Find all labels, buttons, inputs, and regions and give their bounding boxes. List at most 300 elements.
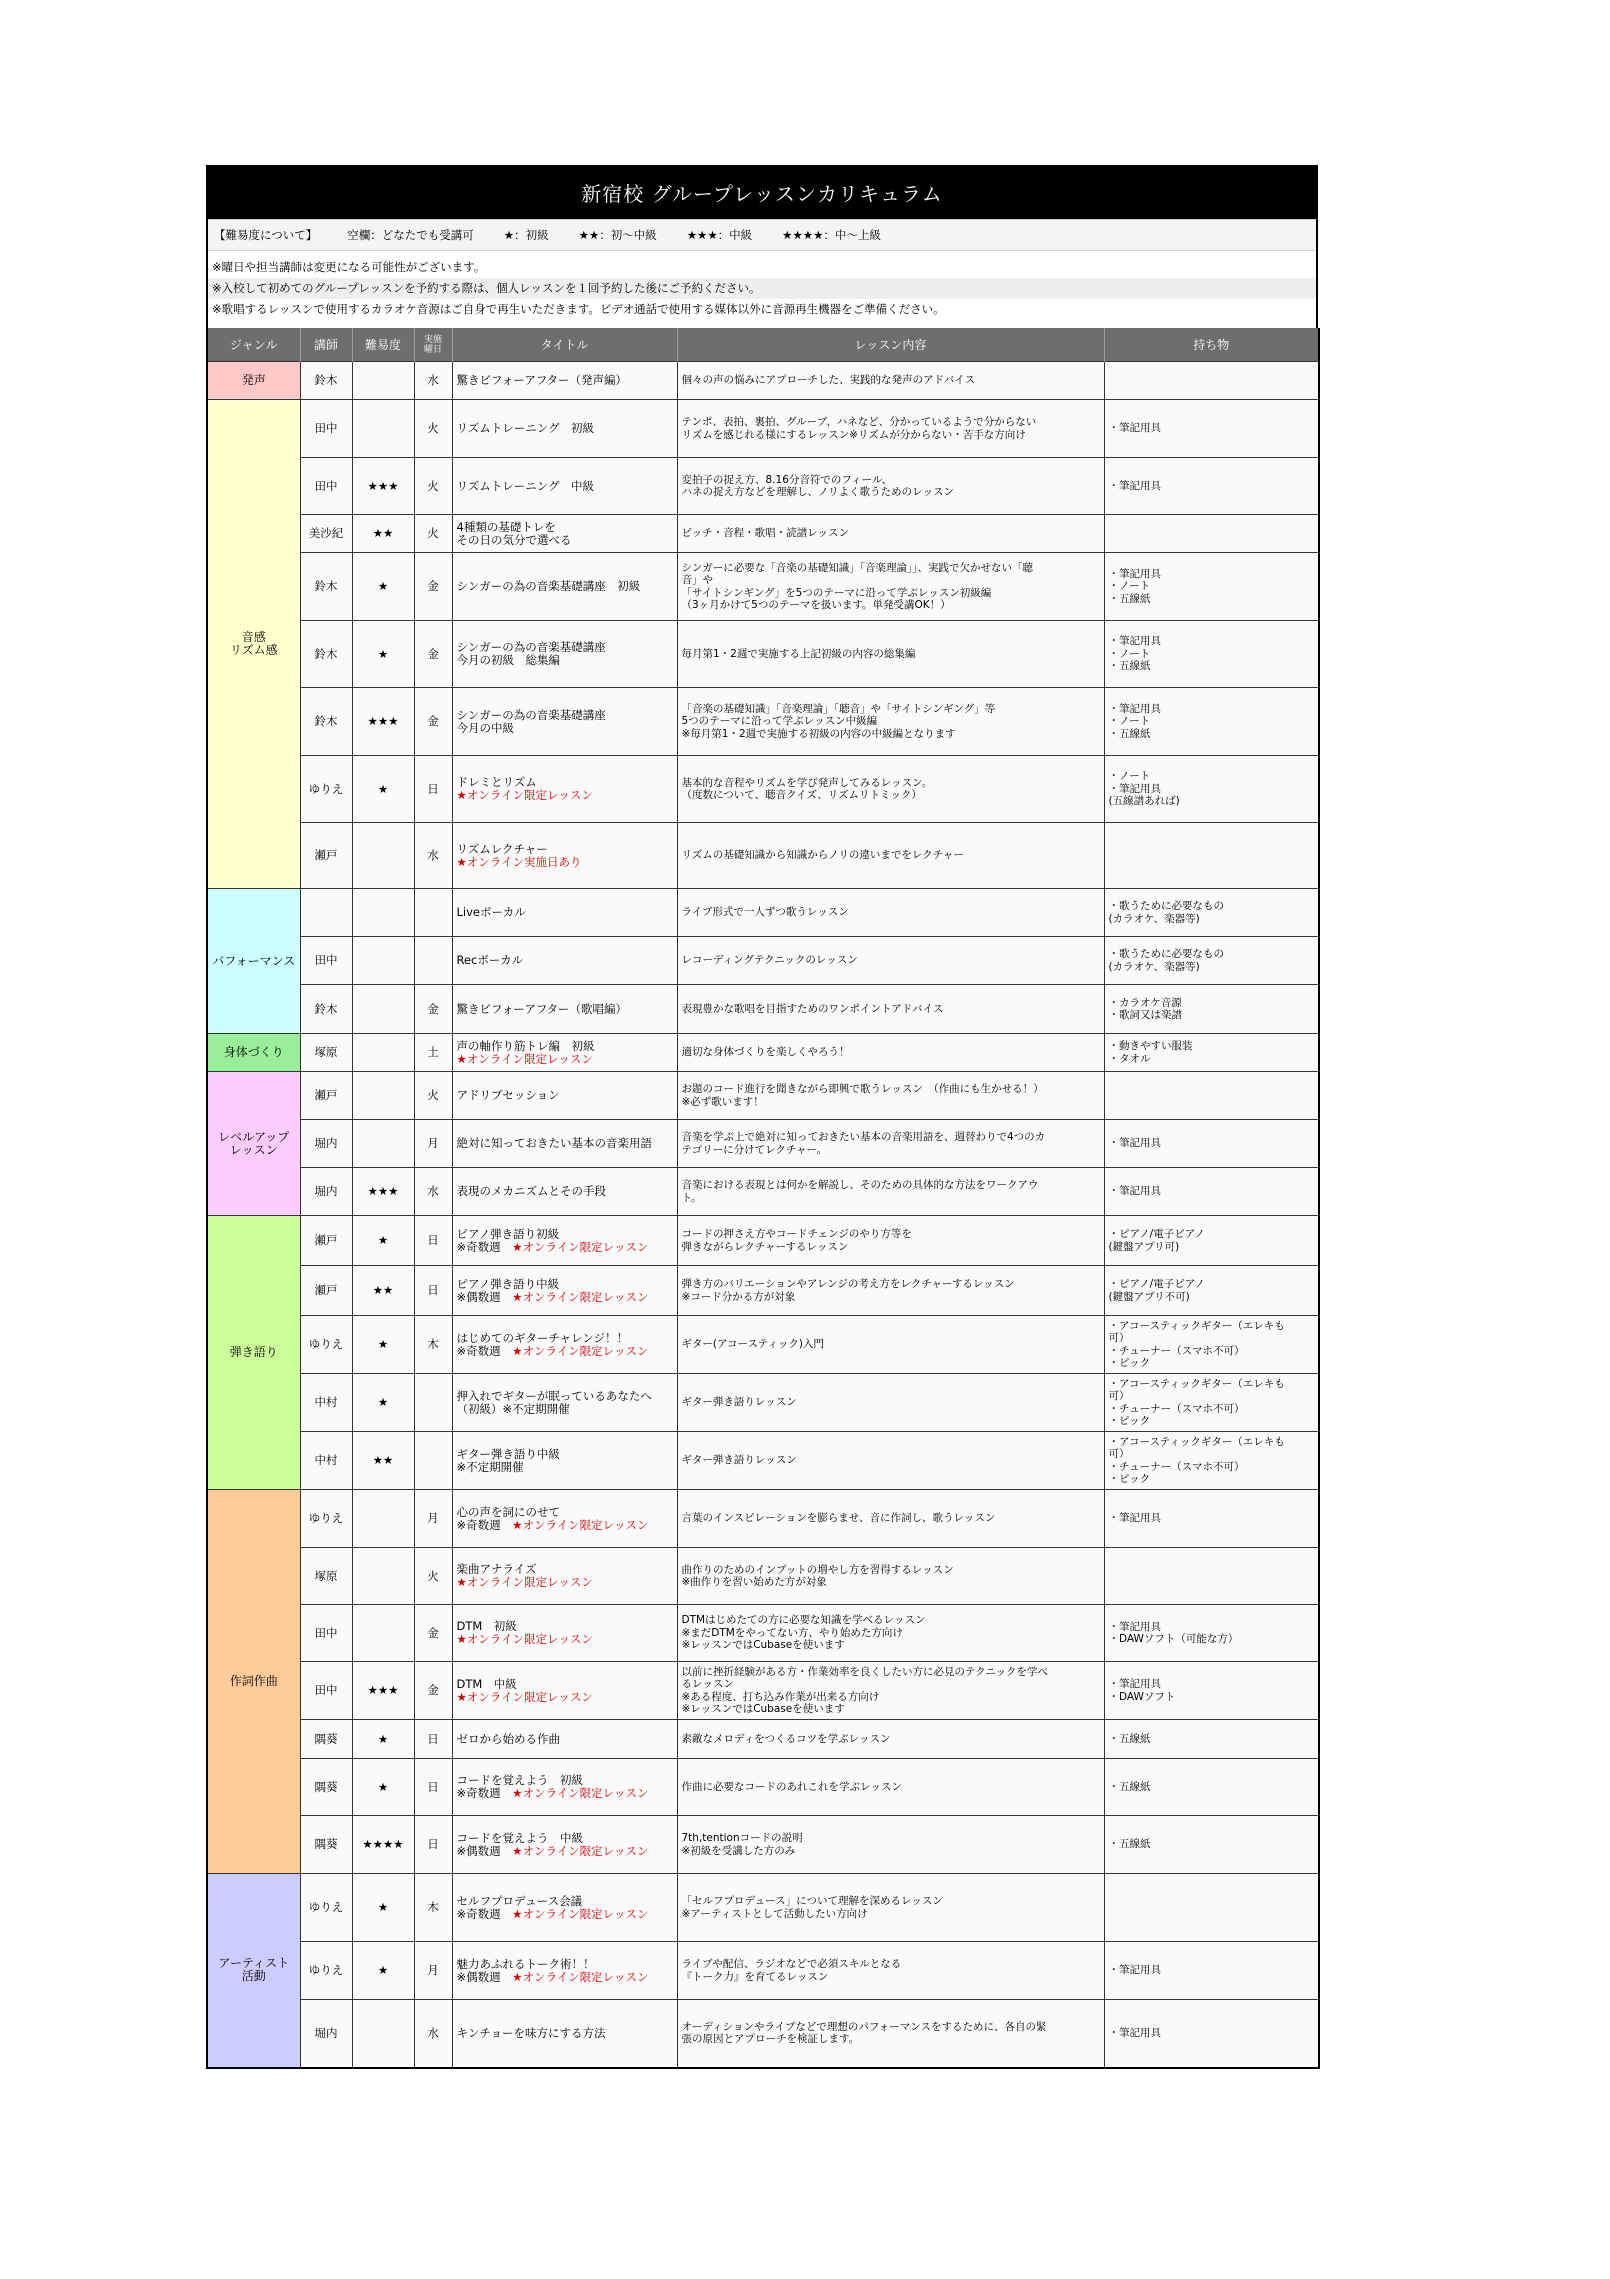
content-line: オーディションやライブなどで理想のパフォーマンスをするために、各自の緊 — [681, 2020, 1047, 2033]
level-cell: ★★★ — [352, 1662, 414, 1720]
content-cell — [677, 458, 1104, 515]
teacher-cell: 田中 — [300, 400, 352, 458]
genre-label: アーティスト — [218, 1956, 290, 1971]
content-line: 個々の声の悩みにアプローチした、実践的な発声のアドバイス — [681, 374, 976, 387]
title-line: Recボーカル — [456, 953, 524, 967]
genre-cell — [207, 1490, 300, 1874]
title-line: ※奇数週 ★オンライン限定レッスン — [456, 1786, 649, 1800]
title-cell — [452, 688, 677, 756]
teacher-cell: 堀内 — [300, 1120, 352, 1168]
level-cell: ★★ — [352, 1266, 414, 1316]
legend-item: ★★：初～中級 — [578, 228, 657, 242]
item-line: ・ノート — [1108, 647, 1151, 660]
teacher-cell: 鈴木 — [300, 362, 352, 400]
items-cell — [1104, 458, 1319, 515]
day-cell: 金 — [414, 1662, 452, 1720]
items-cell — [1104, 2000, 1319, 2068]
genre-label: レッスン — [229, 1142, 278, 1157]
online-badge: ★オンライン限定レッスン — [512, 1239, 649, 1254]
content-cell — [677, 1072, 1104, 1120]
content-cell — [677, 553, 1104, 621]
item-line: ・ノート — [1108, 580, 1151, 593]
content-line: ※レッスンではCubaseを使います — [681, 1703, 845, 1715]
content-line: 作曲に必要なコードのあれこれを学ぶレッスン — [681, 1780, 902, 1793]
level-cell: ★ — [352, 1759, 414, 1816]
items-cell — [1104, 1490, 1319, 1548]
table-row — [207, 1120, 1319, 1168]
genre-cell — [207, 1072, 300, 1216]
title-cell — [452, 362, 677, 400]
items-cell — [1104, 1072, 1319, 1120]
title-line: リズムトレーニング 中級 — [456, 478, 595, 493]
title-cell — [452, 823, 677, 889]
item-line: ・五線紙 — [1108, 1780, 1151, 1793]
items-cell — [1104, 621, 1319, 688]
genre-label: 身体づくり — [223, 1045, 284, 1059]
genre-label: 作詞作曲 — [229, 1674, 278, 1688]
table-row — [207, 1374, 1319, 1432]
title-line: 絶対に知っておきたい基本の音楽用語 — [456, 1136, 652, 1150]
content-line: リズムを感じれる様にするレッスン※リズムが分からない・苦手な方向け — [681, 428, 1026, 441]
content-line: 張の原因とアプローチを検証します。 — [681, 2033, 860, 2046]
teacher-cell: 塚原 — [300, 1548, 352, 1605]
teacher-cell: 中村 — [300, 1432, 352, 1490]
level-cell: ★ — [352, 553, 414, 621]
content-cell — [677, 1816, 1104, 1874]
item-line: ・ノート — [1108, 715, 1151, 728]
title-line: キンチョーを味方にする方法 — [456, 2025, 606, 2040]
level-cell — [352, 985, 414, 1034]
content-cell — [677, 1605, 1104, 1662]
table-row — [207, 1759, 1319, 1816]
content-line: ※初級を受講した方のみ — [681, 1844, 796, 1857]
day-cell: 月 — [414, 1120, 452, 1168]
level-cell — [352, 1072, 414, 1120]
online-badge: ★オンライン限定レッスン — [512, 1906, 649, 1921]
content-line: るレッスン — [681, 1678, 734, 1690]
teacher-cell: 田中 — [300, 1662, 352, 1720]
content-line: ライブや配信、ラジオなどで必須スキルとなる — [681, 1958, 902, 1970]
teacher-cell: ゆりえ — [300, 1874, 352, 1942]
day-cell: 日 — [414, 1266, 452, 1316]
content-line: 「サイトシンギング」を5つのテーマに沿って学ぶレッスン初級編 — [681, 586, 992, 599]
content-line: レコーディングテクニックのレッスン — [681, 954, 858, 967]
content-cell — [677, 515, 1104, 553]
curriculum-sheet — [206, 165, 1318, 2069]
title-cell — [452, 1168, 677, 1216]
content-line: DTMはじめたての方に必要な知識を学べるレッスン — [681, 1614, 926, 1627]
title-line: アドリブセッション — [456, 1088, 560, 1102]
table-row — [207, 1816, 1319, 1874]
teacher-cell: 鈴木 — [300, 553, 352, 621]
content-line: ※必ず歌います！ — [681, 1095, 764, 1108]
genre-label: 音感 — [241, 630, 266, 644]
content-cell — [677, 362, 1104, 400]
item-line: ・タオル — [1108, 1052, 1151, 1065]
content-line: 弾き方のバリエーションやアレンジの考え方をレクチャーするレッスン — [681, 1278, 1015, 1290]
level-cell: ★★★ — [352, 458, 414, 515]
day-cell — [414, 1432, 452, 1490]
content-line: ギター(アコースティック)入門 — [681, 1338, 824, 1351]
page-title: 新宿校 グループレッスンカリキュラム — [206, 165, 1318, 219]
items-cell — [1104, 553, 1319, 621]
title-line: ※偶数週 ★オンライン限定レッスン — [456, 1289, 649, 1304]
title-cell — [452, 1874, 677, 1942]
day-cell: 火 — [414, 515, 452, 553]
items-cell — [1104, 1720, 1319, 1759]
title-cell — [452, 1316, 677, 1374]
teacher-cell: 瀬戸 — [300, 1216, 352, 1266]
item-line: ・筆記用具 — [1108, 479, 1161, 492]
content-line: 以前に挫折経験がある方・作業効率を良くしたい方に必見のテクニックを学べ — [681, 1665, 1048, 1678]
content-line: 5つのテーマに沿って学ぶレッスン中級編 — [681, 715, 878, 728]
item-line: ・筆記用具 — [1108, 2027, 1161, 2039]
table-row — [207, 1548, 1319, 1605]
online-badge: ★オンライン限定レッスン — [456, 1632, 593, 1646]
table-row — [207, 2000, 1319, 2068]
content-line: ※まだDTMをやってない方、やり始めた方向け — [681, 1626, 903, 1639]
level-cell: ★ — [352, 1216, 414, 1266]
item-line: ・ピック — [1108, 1415, 1151, 1427]
table-row — [207, 362, 1319, 400]
content-line: 毎月第1・2週で実施する上記初級の内容の総集編 — [681, 647, 916, 660]
items-cell — [1104, 515, 1319, 553]
item-line: ・歌うために必要なもの — [1108, 900, 1224, 912]
day-cell — [414, 1374, 452, 1432]
content-cell — [677, 1034, 1104, 1072]
teacher-cell: 隅葵 — [300, 1759, 352, 1816]
genre-cell — [207, 400, 300, 889]
day-cell: 金 — [414, 553, 452, 621]
teacher-cell: 隅葵 — [300, 1816, 352, 1874]
table-row — [207, 1490, 1319, 1548]
content-cell — [677, 1374, 1104, 1432]
title-line: 心の声を詞にのせて — [456, 1504, 560, 1519]
day-cell: 日 — [414, 1720, 452, 1759]
day-cell: 金 — [414, 1605, 452, 1662]
title-line: ゼロから始める作曲 — [456, 1731, 560, 1746]
content-line: 素敵なメロディをつくるコツを学ぶレッスン — [681, 1732, 891, 1745]
day-cell: 月 — [414, 1490, 452, 1548]
title-cell — [452, 553, 677, 621]
teacher-cell: 鈴木 — [300, 985, 352, 1034]
title-line: シンガーの為の音楽基礎講座 初級 — [456, 579, 641, 593]
column-header-teacher: 講師 — [300, 328, 352, 362]
column-header-title: タイトル — [452, 328, 677, 362]
items-cell — [1104, 1120, 1319, 1168]
online-badge: ★オンライン限定レッスン — [512, 1969, 649, 1984]
item-line: (カラオケ、楽器等) — [1108, 912, 1200, 925]
table-row — [207, 1216, 1319, 1266]
day-cell: 日 — [414, 1759, 452, 1816]
title-cell — [452, 1605, 677, 1662]
title-cell — [452, 985, 677, 1034]
teacher-cell: ゆりえ — [300, 1490, 352, 1548]
table-row — [207, 823, 1319, 889]
items-cell — [1104, 1548, 1319, 1605]
title-line: 今月の初級 総集編 — [456, 653, 560, 667]
content-line: テンポ、表拍、裏拍、グルーブ、ハネなど、分かっているようで分からない — [681, 416, 1037, 428]
teacher-cell: 堀内 — [300, 2000, 352, 2068]
content-line: テゴリーに分けてレクチャー。 — [681, 1143, 828, 1156]
item-line: ・ピアノ/電子ピアノ — [1108, 1278, 1205, 1290]
title-cell — [452, 1374, 677, 1432]
note: ※入校して初めてのグループレッスンを予約する際は、個人レッスンを１回予約した後にご予約ください。 — [208, 278, 1316, 299]
online-badge: ★オンライン限定レッスン — [512, 1786, 649, 1800]
content-line: ギター弾き語りレッスン — [681, 1396, 797, 1409]
items-cell — [1104, 1168, 1319, 1216]
teacher-cell: 瀬戸 — [300, 1266, 352, 1316]
online-badge: ★オンライン限定レッスン — [456, 1575, 593, 1589]
content-cell — [677, 1490, 1104, 1548]
item-line: ・歌詞又は楽譜 — [1108, 1009, 1182, 1021]
content-line: 弾きながらレクチャーするレッスン — [681, 1240, 849, 1253]
items-cell — [1104, 400, 1319, 458]
table-row — [207, 458, 1319, 515]
level-cell — [352, 362, 414, 400]
content-cell — [677, 2000, 1104, 2068]
notes — [208, 251, 1316, 328]
title-cell — [452, 1432, 677, 1490]
online-badge: ★オンライン限定レッスン — [456, 1689, 593, 1704]
title-line: コードを覚えよう 初級 — [456, 1773, 583, 1787]
column-header-day-line2: 曜日 — [423, 344, 442, 355]
content-line: お題のコード進行を聞きながら即興で歌うレッスン （作曲にも生かせる！） — [681, 1083, 1044, 1095]
day-cell: 火 — [414, 1072, 452, 1120]
day-cell: 月 — [414, 1942, 452, 2000]
teacher-cell: 隅葵 — [300, 1720, 352, 1759]
day-cell: 金 — [414, 688, 452, 756]
info-block — [206, 219, 1318, 328]
content-cell — [677, 1548, 1104, 1605]
content-cell — [677, 823, 1104, 889]
table-body — [207, 362, 1319, 2068]
content-line: 音」や — [681, 574, 713, 586]
content-cell — [677, 756, 1104, 823]
day-cell: 火 — [414, 400, 452, 458]
day-cell: 火 — [414, 458, 452, 515]
item-line: ・五線紙 — [1108, 592, 1151, 605]
level-cell — [352, 2000, 414, 2068]
level-cell: ★★★ — [352, 688, 414, 756]
item-line: ・チューナー（スマホ不可） — [1108, 1460, 1245, 1473]
level-cell: ★★★★ — [352, 1816, 414, 1874]
item-line: ・チューナー（スマホ不可） — [1108, 1402, 1245, 1415]
level-cell: ★ — [352, 756, 414, 823]
difficulty-legend — [208, 219, 1316, 251]
item-line: ・アコースティックギター（エレキも — [1108, 1319, 1285, 1332]
title-line: DTM 初級 — [456, 1619, 517, 1633]
level-cell — [352, 889, 414, 937]
items-cell — [1104, 985, 1319, 1034]
items-cell — [1104, 1662, 1319, 1720]
level-cell: ★ — [352, 1874, 414, 1942]
content-line: 7th,tentionコードの説明 — [681, 1832, 803, 1844]
item-line: (鍵盤アプリ可) — [1108, 1240, 1180, 1253]
column-header-level: 難易度 — [352, 328, 414, 362]
items-cell — [1104, 362, 1319, 400]
title-cell — [452, 937, 677, 985]
title-cell — [452, 1816, 677, 1874]
item-line: ・筆記用具 — [1108, 1678, 1161, 1690]
title-line: ドレミとリズム — [456, 775, 537, 789]
level-cell — [352, 937, 414, 985]
genre-label: 弾き語り — [229, 1345, 278, 1359]
item-line: 可） — [1108, 1390, 1130, 1402]
title-line: 驚きビフォーアフター（発声編） — [456, 373, 628, 387]
teacher-cell: 中村 — [300, 1374, 352, 1432]
title-line: ※偶数週 ★オンライン限定レッスン — [456, 1969, 649, 1984]
title-cell — [452, 756, 677, 823]
items-cell — [1104, 1759, 1319, 1816]
items-cell — [1104, 1874, 1319, 1942]
table-row — [207, 937, 1319, 985]
content-cell — [677, 1720, 1104, 1759]
day-cell: 水 — [414, 1168, 452, 1216]
legend-heading: 【難易度について】 — [214, 228, 318, 242]
day-cell — [414, 889, 452, 937]
item-line: ・筆記用具 — [1108, 702, 1161, 715]
teacher-cell: 塚原 — [300, 1034, 352, 1072]
online-badge: ★オンライン限定レッスン — [456, 788, 593, 802]
items-cell — [1104, 1432, 1319, 1490]
item-line: ・五線紙 — [1108, 1838, 1151, 1851]
items-cell — [1104, 1216, 1319, 1266]
item-line: ・五線紙 — [1108, 727, 1151, 740]
item-line: ・筆記用具 — [1108, 1512, 1161, 1525]
title-line: ※不定期開催 — [456, 1459, 524, 1474]
item-line: ・筆記用具 — [1108, 782, 1161, 795]
item-line: 可） — [1108, 1332, 1130, 1344]
item-line: ・アコースティックギター（エレキも — [1108, 1435, 1285, 1448]
online-badge: ★オンライン限定レッスン — [512, 1843, 649, 1858]
item-line: ・歌うために必要なもの — [1108, 948, 1224, 960]
content-line: 適切な身体づくりを楽しくやろう！ — [681, 1046, 850, 1059]
content-cell — [677, 400, 1104, 458]
genre-cell — [207, 1034, 300, 1072]
item-line: ・ノート — [1108, 770, 1151, 783]
teacher-cell: 瀬戸 — [300, 823, 352, 889]
legend-item: ★：初級 — [503, 228, 549, 242]
item-line: ・アコースティックギター（エレキも — [1108, 1377, 1285, 1390]
day-cell: 火 — [414, 1548, 452, 1605]
table-row — [207, 621, 1319, 688]
title-line: ※奇数週 ★オンライン限定レッスン — [456, 1906, 649, 1921]
title-cell — [452, 1034, 677, 1072]
table-row — [207, 985, 1319, 1034]
items-cell — [1104, 889, 1319, 937]
table-row — [207, 1874, 1319, 1942]
content-line: ※毎月第1・2週で実施する初級の内容の中級編となります — [681, 727, 956, 740]
content-cell — [677, 889, 1104, 937]
column-header-genre: ジャンル — [207, 328, 300, 362]
title-cell — [452, 1266, 677, 1316]
content-line: 変拍子の捉え方、8.16分音符でのフィール、 — [681, 473, 892, 486]
title-line: コードを覚えよう 中級 — [456, 1830, 583, 1845]
item-line: ・チューナー（スマホ不可） — [1108, 1344, 1245, 1357]
item-line: 可） — [1108, 1448, 1130, 1460]
teacher-cell: 田中 — [300, 458, 352, 515]
content-cell — [677, 1942, 1104, 2000]
content-line: 『トーク力』を育てるレッスン — [681, 1970, 829, 1983]
content-line: （3ヶ月かけて5つのテーマを扱います。単発受講OK！） — [681, 599, 951, 611]
day-cell — [414, 937, 452, 985]
items-cell — [1104, 937, 1319, 985]
title-line: 押入れでギターが眠っているあなたへ — [456, 1388, 652, 1403]
table-row — [207, 553, 1319, 621]
online-badge: ★オンライン限定レッスン — [512, 1517, 649, 1532]
content-line: ※レッスンではCubaseを使います — [681, 1639, 845, 1652]
title-line: その日の気分で選べる — [456, 532, 572, 547]
title-line: 表現のメカニズムとその手段 — [456, 1184, 606, 1198]
online-badge: ★オンライン限定レッスン — [456, 1051, 593, 1066]
content-cell — [677, 1216, 1104, 1266]
items-cell — [1104, 823, 1319, 889]
day-cell: 水 — [414, 362, 452, 400]
title-cell — [452, 621, 677, 688]
title-line: シンガーの為の音楽基礎講座 — [456, 707, 606, 722]
item-line: (カラオケ、楽器等) — [1108, 960, 1200, 973]
title-line: ※奇数週 ★オンライン限定レッスン — [456, 1343, 649, 1358]
level-cell — [352, 1120, 414, 1168]
item-line: ・筆記用具 — [1108, 1185, 1161, 1198]
table-row — [207, 688, 1319, 756]
table-row — [207, 889, 1319, 937]
content-line: ※コード分かる方が対象 — [681, 1290, 796, 1303]
content-line: 音楽を学ぶ上で絶対に知っておきたい基本の音楽用語を、週替わりで4つのカ — [681, 1131, 1046, 1143]
item-line: ・ピック — [1108, 1357, 1151, 1369]
title-line: 驚きビフォーアフター（歌唱編） — [456, 1001, 628, 1016]
item-line: ・筆記用具 — [1108, 1620, 1161, 1633]
level-cell: ★★★ — [352, 1168, 414, 1216]
title-line: ※偶数週 ★オンライン限定レッスン — [456, 1843, 649, 1858]
teacher-cell: 鈴木 — [300, 621, 352, 688]
title-line: シンガーの為の音楽基礎講座 — [456, 640, 606, 654]
title-line: リズムトレーニング 初級 — [456, 421, 595, 435]
genre-cell — [207, 362, 300, 400]
table-row — [207, 1720, 1319, 1759]
genre-label: レベルアップ — [218, 1129, 290, 1144]
title-cell — [452, 1942, 677, 2000]
teacher-cell: ゆりえ — [300, 1942, 352, 2000]
items-cell — [1104, 1266, 1319, 1316]
column-header-content: レッスン内容 — [677, 328, 1104, 362]
level-cell: ★★ — [352, 1432, 414, 1490]
items-cell — [1104, 1034, 1319, 1072]
content-line: 表現豊かな歌唱を目指すためのワンポイントアドバイス — [681, 1002, 944, 1015]
table-row — [207, 1605, 1319, 1662]
table-row — [207, 1266, 1319, 1316]
title-line: 今月の中級 — [456, 720, 514, 735]
table-row — [207, 756, 1319, 823]
table-row — [207, 1432, 1319, 1490]
level-cell: ★ — [352, 1374, 414, 1432]
level-cell: ★ — [352, 621, 414, 688]
title-line: リズムレクチャー — [456, 841, 548, 856]
content-cell — [677, 1432, 1104, 1490]
level-cell: ★★ — [352, 515, 414, 553]
legend-item: 空欄：どなたでも受講可 — [347, 228, 474, 242]
item-line: ・カラオケ音源 — [1108, 996, 1182, 1009]
content-line: ピッチ・音程・歌唱・読譜レッスン — [681, 527, 849, 540]
item-line: ・動きやすい服装 — [1108, 1040, 1193, 1052]
table-row — [207, 1072, 1319, 1120]
genre-label: リズム感 — [229, 643, 278, 657]
online-badge: ★オンライン実施日あり — [456, 854, 582, 869]
day-cell: 金 — [414, 985, 452, 1034]
level-cell: ★ — [352, 1720, 414, 1759]
table-row — [207, 1168, 1319, 1216]
